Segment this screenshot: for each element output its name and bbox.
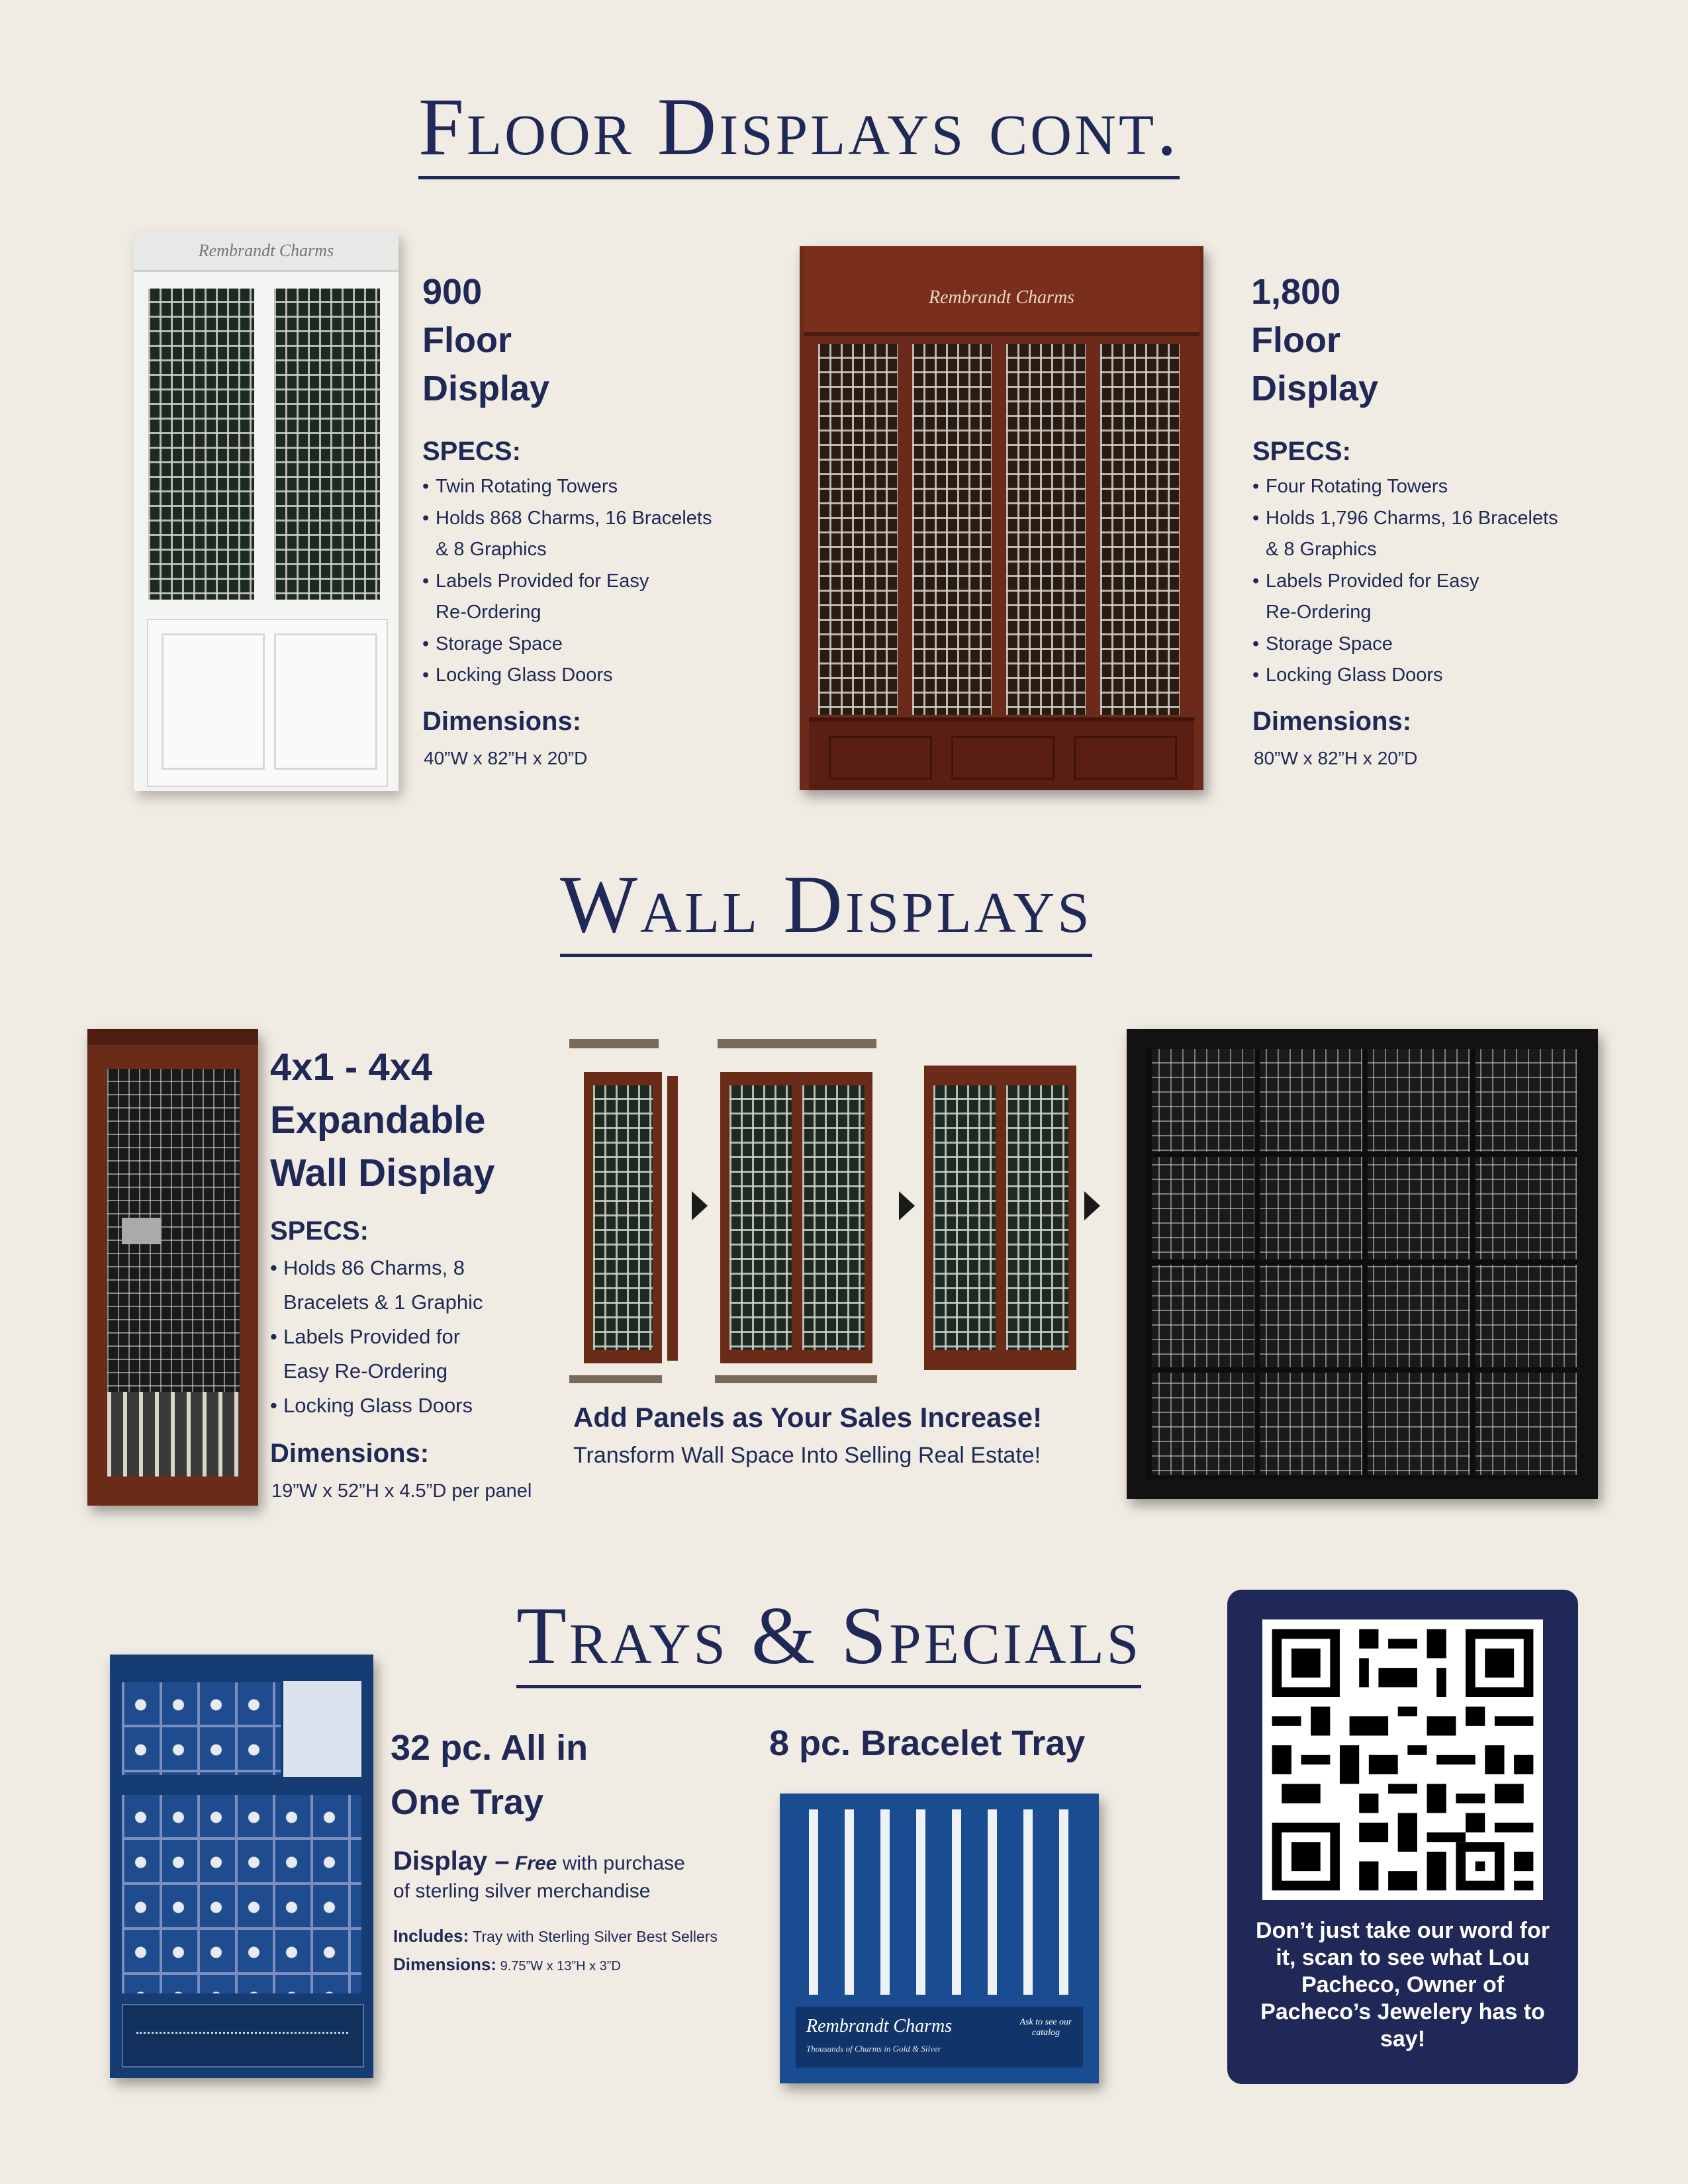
arrow-right-icon — [899, 1191, 915, 1220]
specs-label: SPECS: — [422, 437, 521, 466]
wall-displays-heading: Wall Displays — [560, 864, 1092, 957]
qr-callout — [1227, 1590, 1578, 2084]
list-item: • Holds 1,796 Charms, 16 Bracelets — [1252, 503, 1558, 535]
list-item: • Holds 868 Charms, 16 Bracelets — [422, 503, 712, 535]
dimensions-value: 80”W x 82”H x 20”D — [1254, 748, 1418, 768]
list-item: • Twin Rotating Towers — [422, 471, 712, 503]
list-item: • Storage Space — [422, 629, 712, 660]
list-item: & 8 Graphics — [1266, 539, 1377, 560]
dimensions-label: Dimensions: — [1252, 707, 1412, 736]
arrow-right-icon — [692, 1191, 708, 1220]
list-item: • Locking Glass Doors — [270, 1388, 483, 1423]
floor-display-1800-specs — [1252, 471, 1558, 692]
wall-display-4x4-image — [1127, 1029, 1598, 1499]
list-item: Easy Re-Ordering — [283, 1359, 448, 1383]
floor-display-1800-image — [800, 246, 1203, 790]
list-item: & 8 Graphics — [436, 539, 547, 560]
floor-display-900-title: 900 Floor Display — [422, 272, 550, 408]
list-item: • Labels Provided for — [270, 1320, 483, 1354]
promo-title: Add Panels as Your Sales Increase! — [573, 1402, 1043, 1433]
qr-code[interactable] — [1262, 1619, 1543, 1900]
floor-display-1800-title: 1,800 Floor Display — [1251, 272, 1379, 408]
brand-logo: Rembrandt Charms — [806, 2016, 953, 2036]
floor-display-900-image — [134, 232, 399, 791]
list-item: Bracelets & 1 Graphic — [283, 1291, 483, 1314]
qr-caption: Don’t just take our word for it, scan to see what Lou Pacheco, Owner of Pacheco’s Jewelery has to say! — [1256, 1918, 1550, 2052]
tray-32pc-title: 32 pc. All in One Tray — [391, 1728, 588, 1822]
list-item: • Holds 86 Charms, 8 — [270, 1251, 483, 1285]
promo-subtitle: Transform Wall Space Into Selling Real Estate! — [573, 1443, 1041, 1468]
tray-8pc-title: 8 pc. Bracelet Tray — [769, 1723, 1086, 1763]
dimensions-value: 40”W x 82”H x 20”D — [424, 748, 588, 768]
tray-32pc-image — [110, 1655, 373, 2078]
brand-logo: Rembrandt Charms — [198, 241, 334, 260]
dimensions-label: Dimensions: — [270, 1439, 430, 1468]
free-label: Free — [515, 1852, 557, 1874]
list-item: • Locking Glass Doors — [1252, 660, 1558, 692]
list-item: • Storage Space — [1252, 629, 1558, 660]
tray-32pc-display-line2: of sterling silver merchandise — [393, 1880, 651, 1902]
wall-display-title: 4x1 - 4x4 Expandable Wall Display — [270, 1046, 495, 1195]
trays-specials-heading: Trays & Specials — [516, 1595, 1141, 1688]
list-item: • Locking Glass Doors — [422, 660, 712, 692]
brand-logo: Rembrandt Charms — [928, 287, 1075, 308]
tray-32pc-dimensions: Dimensions: 9.75”W x 13”H x 3”D — [393, 1954, 621, 1974]
floor-display-900-specs — [422, 471, 712, 692]
list-item: Re-Ordering — [436, 602, 541, 623]
tray-32pc-includes: Includes: Tray with Sterling Silver Best Sellers — [393, 1926, 718, 1946]
tray-32pc-display-line: Display – Free with purchase — [393, 1846, 685, 1876]
list-item: • Labels Provided for Easy — [422, 566, 712, 598]
arrow-right-icon — [1084, 1191, 1100, 1220]
tray-8pc-image — [780, 1794, 1099, 2083]
panel-expansion-diagram — [569, 1039, 1099, 1383]
list-item: • Four Rotating Towers — [1252, 471, 1558, 503]
specs-label: SPECS: — [1252, 437, 1351, 466]
wall-display-panel-image — [87, 1029, 258, 1506]
floor-displays-heading: Floor Displays cont. — [418, 86, 1180, 179]
wall-display-specs — [270, 1251, 483, 1423]
dimensions-label: Dimensions: — [422, 707, 582, 736]
tray-8pc-note: Ask to see our catalog — [1019, 2017, 1072, 2038]
list-item: Re-Ordering — [1266, 602, 1372, 623]
dimensions-value: 19”W x 52”H x 4.5”D per panel — [271, 1480, 532, 1502]
list-item: • Labels Provided for Easy — [1252, 566, 1558, 598]
tray-8pc-tagline: Thousands of Charms in Gold & Silver — [806, 2044, 941, 2054]
specs-label: SPECS: — [270, 1216, 369, 1246]
